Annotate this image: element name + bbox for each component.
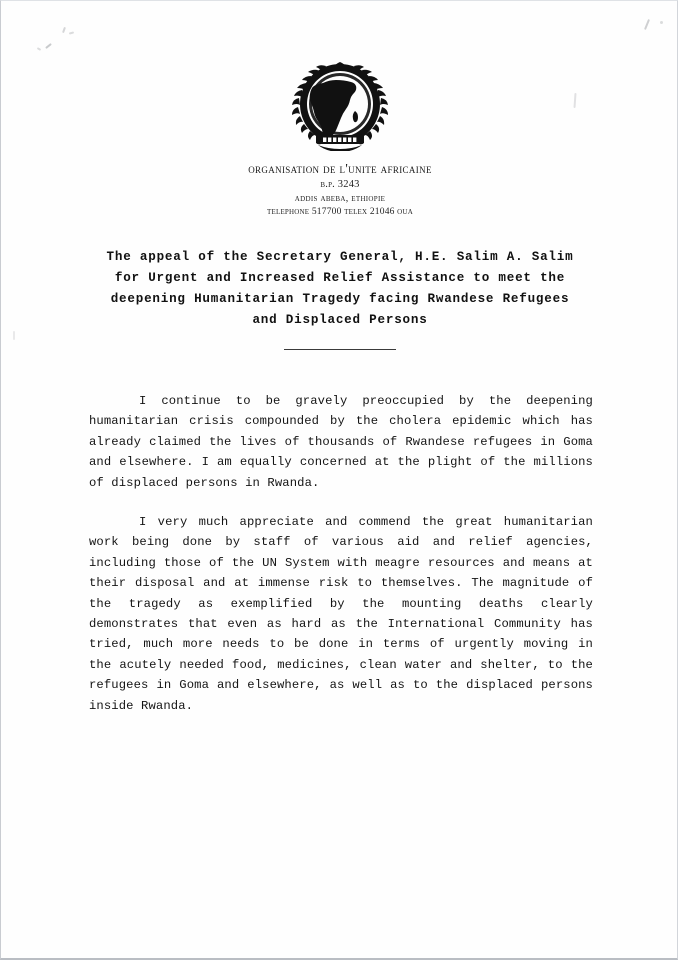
- title-line: and Displaced Persons: [252, 313, 428, 327]
- organisation-name: organisation de l'unite africaine: [248, 161, 432, 176]
- scan-artifact: [660, 21, 663, 24]
- po-box: b.p. 3243: [320, 179, 360, 190]
- scan-artifact: [13, 331, 15, 340]
- document-title: [90, 247, 590, 350]
- scan-artifact: [62, 27, 66, 33]
- title-line: for Urgent and Increased Relief Assistance to meet the: [114, 271, 566, 285]
- title-underline-rule: [284, 349, 396, 350]
- scan-artifact: [45, 43, 52, 49]
- title-line: The appeal of the Secretary General, H.E. Salim A. Salim: [106, 250, 574, 264]
- scan-artifact: [37, 47, 41, 51]
- document-body: [89, 391, 593, 716]
- oau-emblem-icon: [292, 59, 388, 151]
- body-paragraph: I continue to be gravely preoccupied by the deepening humanitarian crisis compounded by the cholera epidemic which has already claimed the lives of thousands of Rwandese refugees in Goma and elsewhere. I am equally concerned at the plight of the millions of displaced persons in Rwanda.: [89, 394, 593, 490]
- body-paragraph: I very much appreciate and commend the great humanitarian work being done by staff of various aid and relief agencies, including those of the UN System with meagre resources and means at their disposal and at immense risk to themselves. The magnitude of the tragedy as exemplified by the mounting deaths clearly demonstrates that even as hard as the International Community has tried, much more needs to be done in terms of urgently moving in the acutely needed food, medicines, clean water and shelter, to the refugees in Goma and elsewhere, as well as to the displaced persons inside Rwanda.: [89, 515, 593, 713]
- letterhead: [1, 59, 678, 217]
- city-country: addis abeba, ethiopie: [294, 193, 386, 204]
- title-line: deepening Humanitarian Tragedy facing Rwandese Refugees: [110, 292, 570, 306]
- contact-line: telephone 517700 telex 21046 oua: [267, 207, 413, 217]
- scan-artifact: [69, 31, 74, 34]
- scan-artifact: [644, 19, 650, 30]
